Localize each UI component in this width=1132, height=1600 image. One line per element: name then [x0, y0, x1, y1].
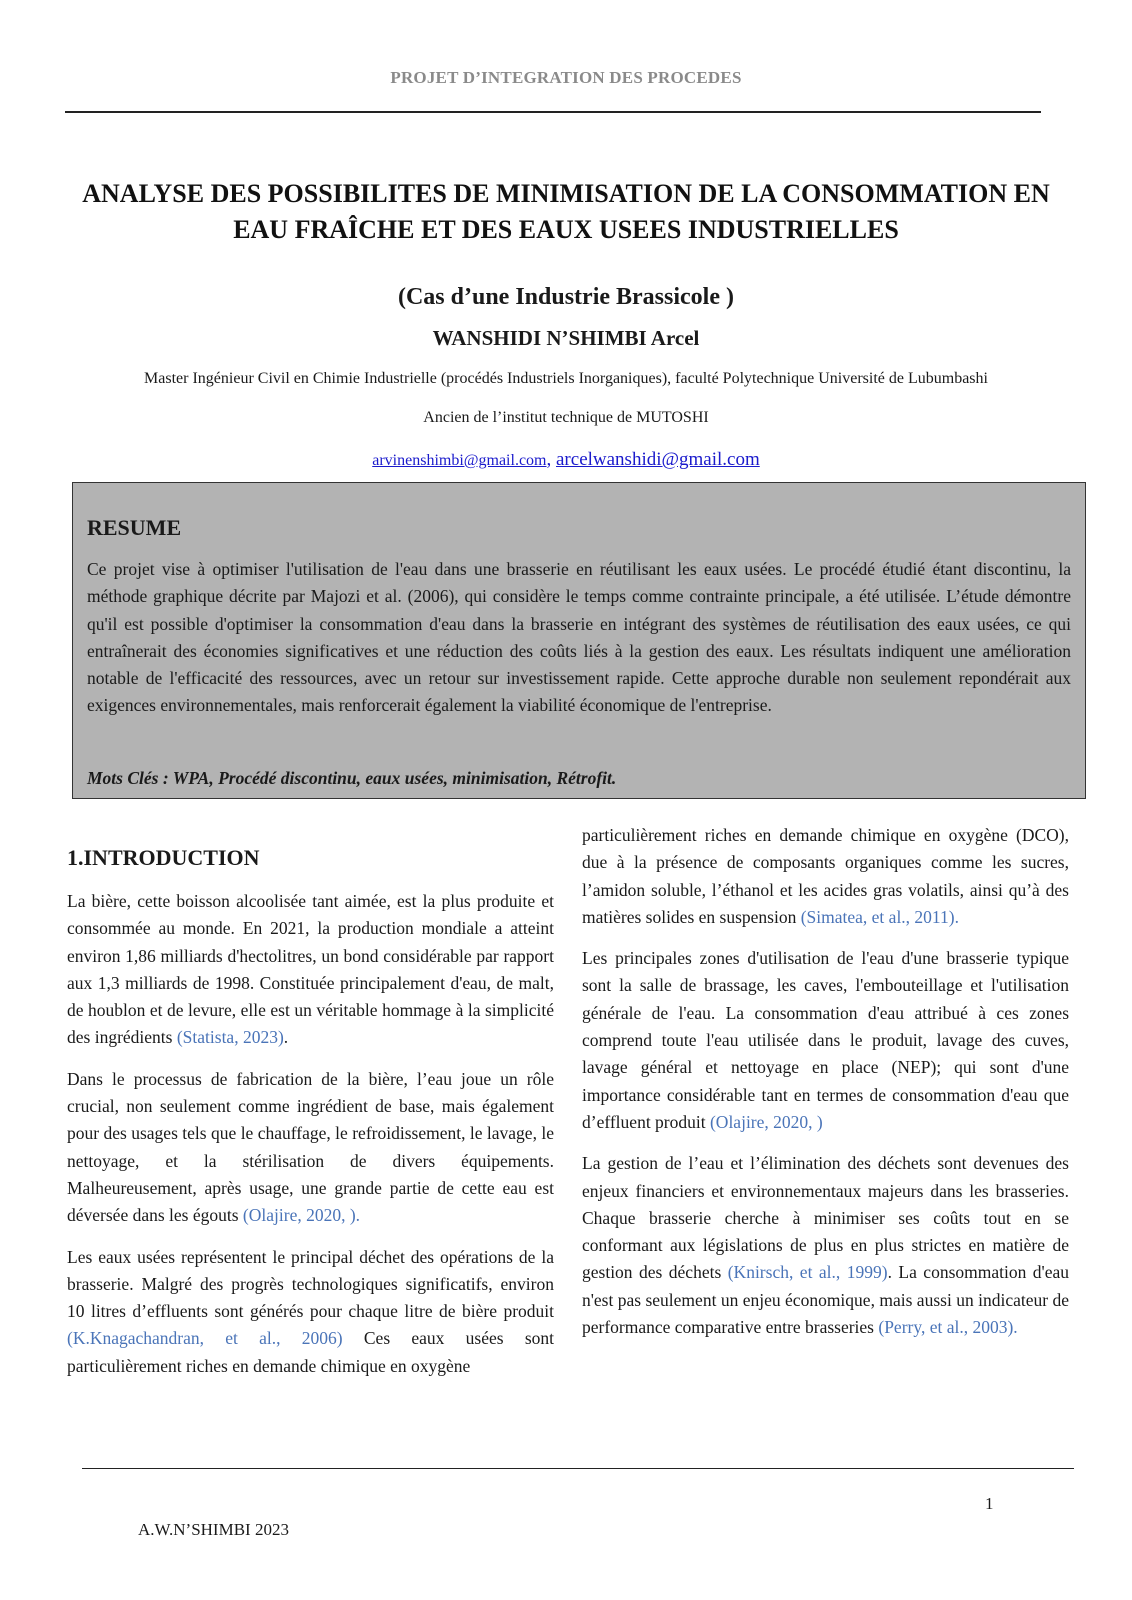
abstract-box	[72, 482, 1086, 799]
intro-paragraph-1: La bière, cette boisson alcoolisée tant aimée, est la plus produite et consommée au monde. En 2021, la production mondiale a atteint environ 1,86 milliards d'hectolitres, un bond considérable par rapport aux 1,3 milliards de 1998. Constituée principalement d'eau, de malt, de houblon et de levure, elle est un véritable hommage à la simplicité des ingrédients (Statista, 2023).	[67, 891, 554, 1048]
citation[interactable]: (Perry, et al., 2003).	[878, 1317, 1018, 1338]
abstract-keywords: Mots Clés : WPA, Procédé discontinu, eaux usées, minimisation, Rétrofit.	[87, 768, 617, 788]
left-column	[67, 888, 554, 1470]
author-affiliation-2: Ancien de l’institut technique de MUTOSHI	[423, 409, 709, 426]
running-header: PROJET D’INTEGRATION DES PROCEDES	[390, 68, 742, 87]
citation[interactable]: (Statista, 2023)	[176, 1027, 284, 1048]
email-link-1[interactable]: arvinenshimbi@gmail.com	[372, 452, 547, 469]
section-heading-introduction: 1.INTRODUCTION	[67, 845, 260, 870]
paper-title	[60, 176, 1072, 248]
right-column	[582, 822, 1069, 1458]
abstract-heading: RESUME	[87, 515, 182, 540]
page-number: 1	[985, 1494, 994, 1513]
email-link-2[interactable]: arcelwanshidi@gmail.com	[556, 449, 760, 470]
body-paragraph-1: particulièrement riches en demande chimique en oxygène (DCO), due à la présence de composants organiques comme les sucres, l’amidon soluble, l’éthanol et les acides gras volatils, ainsi qu’à des matières solides en suspension (Simatea, et al., 2011).	[582, 825, 1069, 927]
intro-paragraph-2: Dans le processus de fabrication de la bière, l’eau joue un rôle crucial, non seulement comme ingrédient de base, mais également pour des usages tels que le chauffage, le refroidissement, le lavage, le nettoyage, et la stérilisation de divers équipements. Malheureusement, après usage, une grande partie de cette eau est déversée dans les égouts (Olajire, 2020, ).	[67, 1068, 554, 1226]
citation[interactable]: (Olajire, 2020, ).	[242, 1205, 361, 1226]
citation[interactable]: (K.Knagachandran, et al., 2006)	[67, 1328, 343, 1349]
header-divider	[65, 111, 1041, 113]
citation[interactable]: (Knirsch, et al., 1999)	[727, 1262, 888, 1283]
title-line-2: EAU FRAÎCHE ET DES EAUX USEES INDUSTRIELLES	[233, 215, 899, 244]
abstract-text: Ce projet vise à optimiser l'utilisation de l'eau dans une brasserie en réutilisant les eaux usées. Le procédé étudié étant discontinu, la méthode graphique décrite par Majozi et al. (2006), qui considère le temps comme contrainte principale, a été utilisée. L’étude démontre qu'il est possible d'optimiser la consommation d'eau dans la brasserie en intégrant des systèmes de réutilisation des eaux usées, ce qui entraînerait des économies significatives et une réduction des coûts liés à la gestion des eaux. Les résultats indiquent une amélioration notable de l'efficacité des ressources, avec un retour sur investissement rapide. Cette approche durable non seulement repondérait aux exigences environnementales, mais renforcerait également la viabilité économique de l'entreprise.	[87, 559, 1071, 716]
body-paragraph-3: La gestion de l’eau et l’élimination des déchets sont devenues des enjeux financiers et environnementaux majeurs dans les brasseries. Chaque brasserie cherche à minimiser ses coûts tout en se conformant aux législations de plus en plus strictes en matière de gestion des déchets (Knirsch, et al., 1999). La consommation d'eau n'est pas seulement un enjeu économique, mais aussi un indicateur de performance comparative entre brasseries (Perry, et al., 2003).	[582, 1153, 1069, 1338]
citation[interactable]: (Olajire, 2020, )	[709, 1111, 823, 1132]
citation[interactable]: (Simatea, et al., 2011).	[800, 906, 959, 927]
author-emails	[0, 449, 1132, 471]
footer-divider	[82, 1468, 1074, 1469]
author-affiliation: Master Ingénieur Civil en Chimie Industrielle (procédés Industriels Inorganiques), faculté Polytechnique Université de Lubumbashi	[144, 370, 988, 387]
footer-author: A.W.N’SHIMBI 2023	[138, 1520, 289, 1539]
intro-paragraph-3: Les eaux usées représentent le principal déchet des opérations de la brasserie. Malgré des progrès technologiques significatifs, environ 10 litres d’effluents sont générés pour chaque litre de bière produit (K.Knagachandran, et al., 2006) Ces eaux usées sont particulièrement riches en demande chimique en oxygène	[67, 1246, 554, 1376]
body-paragraph-2: Les principales zones d'utilisation de l'eau d'une brasserie typique sont la salle de brassage, les caves, l'embouteillage et l'utilisation générale de l'eau. La consommation d'eau attribué à ces zones comprend toute l'eau utilisée dans le produit, lavage des cuves, lavage général et nettoyage en place (NEP); qui sont d'une importance considérable tant en termes de consommation d'eau que d’effluent produit (Olajire, 2020, )	[582, 948, 1069, 1132]
paper-subtitle: (Cas d’une Industrie Brassicole )	[397, 284, 734, 310]
email-separator: ,	[546, 449, 556, 470]
title-line-1: ANALYSE DES POSSIBILITES DE MINIMISATION DE LA CONSOMMATION EN	[82, 179, 1050, 208]
author-name: WANSHIDI N’SHIMBI Arcel	[432, 326, 700, 350]
